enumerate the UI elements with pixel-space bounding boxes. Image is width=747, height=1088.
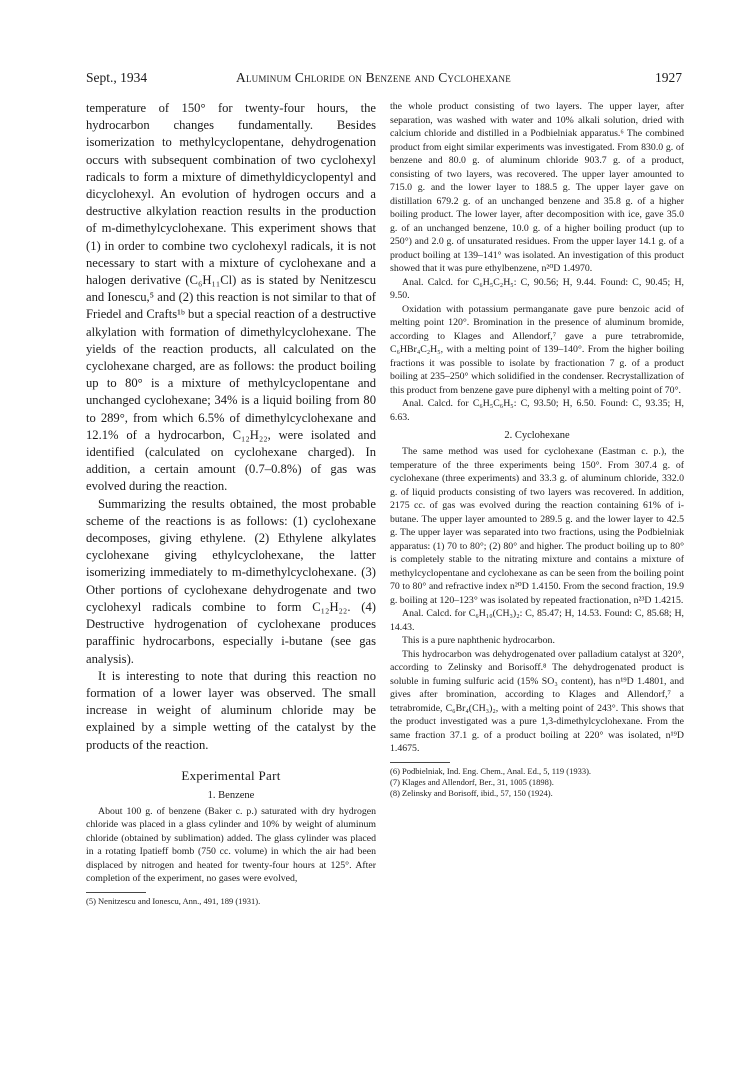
right-paragraph-4: This is a pure naphthenic hydrocarbon. <box>402 635 555 646</box>
footnote-8: (8) Zelinsky and Borisoff, ibid., 57, 150 (1924). <box>390 787 553 798</box>
subsection-cyclohexane: 2. Cyclohexane <box>504 430 570 441</box>
page-number: 1927 <box>655 70 682 85</box>
right-paragraph-1: the whole product consisting of two layers. The upper layer, after separation, was washed with water and 10% alkali solution, dried with calcium chloride and distilled in a Podbielniak apparatus.⁶ The combined product from eight similar experiments was investigated. From 830.0 g. of benzene and 80.0 g. of aluminum chloride 903.7 g. of a product, consisting of two layers, was recovered. The upper layer amounted to 715.0 g. and the lower layer to 188.5 g. The upper layer gave on distillation 679.2 g. of an unchanged benzene and 35.8 g. of a higher boiling product. The lower layer, after decomposition with ice, gave 35.0 g. of an unchanged benzene, 10.0 g. of a higher boiling product (up to 250°) and 2.0 g. of unsaturated residues. From the upper layer 14.1 g. of a product boiling at 139–141° was isolated. An investigation of this product showed that it was pure ethylbenzene, n²⁰D 1.4970. <box>390 101 684 274</box>
left-paragraph-2: Summarizing the results obtained, the most probable scheme of the reactions is as follows: (1) cyclohexane decomposes, giving ethylene. (2) Ethylene alkylates cyclohexane giving ethylcyclohexane, the latter isomerizing immediately to m-dimethylcyclohexane. (3) Other portions of cyclohexane dehydrogenate and two cyclohexyl radicals combine to form C₁₂H₂₂. (4) Destructive hydrogenation of cyclohexane produces paraffinic hydrocarbons, especially i-butane (see gas analysis). <box>86 496 376 666</box>
page-header <box>86 70 682 90</box>
section-title: Experimental Part <box>181 767 281 783</box>
right-paragraph-5: This hydrocarbon was dehydrogenated over palladium catalyst at 320°, according to Zelinsky and Borisoff.⁸ The dehydrogenated product is soluble in fuming sulfuric acid (15% SO₃ content), has n¹⁹D 1.4801, and gives after bromination, according to Klages and Allendorf,⁷ a tetrabromide, C₆Br₄(CH₃)₂, with a melting point of 243°. This shows that the product investigated was a pure 1,3-dimethylcyclohexane. From the same fraction 37.1 g. of a product boiling at 220° was isolated, n¹⁹D 1.4675. <box>390 648 684 754</box>
footnote-rule <box>390 762 450 763</box>
footnote-6: (6) Podbielniak, Ind. Eng. Chem., Anal. Ed., 5, 119 (1933). <box>390 765 592 776</box>
analysis-dimethylcyclohexane: Anal. Calcd. for C₆H₁₀(CH₃)₂: C, 85.47; H, 14.53. Found: C, 85.68; H, 14.43. <box>390 608 684 633</box>
left-paragraph-4: About 100 g. of benzene (Baker c. p.) saturated with dry hydrogen chloride was placed in a glass cylinder and 10% by weight of aluminum chloride (obtained by sublimation) added. The glass cylinder was placed in a rotating Ipatieff bomb (750 cc. volume) in which the air had been displaced by nitrogen and heated for twenty-four hours at 125°. After completion of the experiment, no gases were evolved, <box>86 805 376 885</box>
right-paragraph-3: The same method was used for cyclohexane (Eastman c. p.), the temperature of the three experiments being 150°. From 307.4 g. of cyclohexane (three experiments) and 33.3 g. of aluminum chloride, 332.0 g. of liquid products consisting of two layers was recovered. In addition, 2175 cc. of gas was evolved during the reaction containing 61% of i-butane. The upper layer amounted to 289.5 g. and the lower layer to 42.5 g. The upper layer was separated into two fractions, using the Podbielniak apparatus: (1) 70 to 80°; (2) 80° and higher. The product boiling up to 80° is completely stable to the nitrating mixture and contains a mixture of methylcyclopentane and cyclohexane as can be seen from the boiling point 70 to 80° and refractive index n²⁰D 1.4150. From the second fraction, 19.9 g. boiling at 120–123° was isolated by repeated fractionation, n²³D 1.4215. <box>390 446 684 606</box>
subsection-benzene: 1. Benzene <box>207 789 255 801</box>
footnote-rule <box>86 892 146 893</box>
left-paragraph-1: temperature of 150° for twenty-four hours, the hydrocarbon changes fundamentally. Besides isomerization to methylcyclopentane, dehydrogenation occurs with subsequent combination of two cyclohexyl radicals to form a mixture of dimethyldicyclopentyl and dicyclohexyl. An evolution of hydrogen occurs and a destructive alkylation reaction results in the production of m-dimethylcyclohexane. This experiment shows that (1) in order to combine two cyclohexyl radicals, it is not necessary to start with a mixture of cyclohexane and a halogen derivative (C₆H₁₁Cl) as is stated by Nenitzescu and Ionescu,⁵ and (2) this reaction is not similar to that of Friedel and Crafts¹ᵇ but a special reaction of a destructive alkylation with formation of dimethylcyclohexane. The yields of the reaction products, all calculated on the cyclohexane charged, are as follows: the product boiling up to 80° is a mixture of methylcyclopentane and unchanged cyclohexane; 34% is a liquid boiling from 80 to 289°, from which 6.5% of dimethylcyclohexane and 12.1% of a hydrocarbon, C₁₂H₂₂, were isolated and identified (calculated on cyclohexane charged). In addition, a certain amount (0.7–0.8%) of gas was evolved during the reaction. <box>86 101 376 494</box>
running-title: Aluminum Chloride on Benzene and Cyclohexane <box>236 70 511 85</box>
issue-date: Sept., 1934 <box>86 70 148 85</box>
right-paragraph-2: Oxidation with potassium permanganate gave pure benzoic acid of melting point 120°. Bromination in the presence of aluminum bromide, according to Klages and Allendorf,⁷ gave a pure tetrabromide, C₆HBr₄C₂H₅, with a melting point of 139–140°. From the higher boiling fractions it was possible to isolate by fractionation 7 g. of a product boiling at 235–250° which solidified in the condenser. Recrystallization of this product from benzene gave pure diphenyl with a melting point of 70°. <box>390 303 684 396</box>
left-paragraph-3: It is interesting to note that during this reaction no formation of a lower layer was observed. The small increase in weight of aluminum chloride may be explained by a simple wetting of the catalyst by the products of the reaction. <box>86 668 376 752</box>
footnote-5: (5) Nenitzescu and Ionescu, Ann., 491, 189 (1931). <box>86 895 261 906</box>
analysis-diphenyl: Anal. Calcd. for C₆H₅C₆H₅: C, 93.50; H, 6.50. Found: C, 93.35; H, 6.63. <box>390 398 684 423</box>
analysis-ethylbenzene: Anal. Calcd. for C₆H₅C₂H₅: C, 90.56; H, 9.44. Found: C, 90.45; H, 9.50. <box>390 276 684 301</box>
left-column <box>86 100 376 907</box>
right-column <box>390 100 684 799</box>
footnote-7: (7) Klages and Allendorf, Ber., 31, 1005 (1898). <box>390 776 554 787</box>
